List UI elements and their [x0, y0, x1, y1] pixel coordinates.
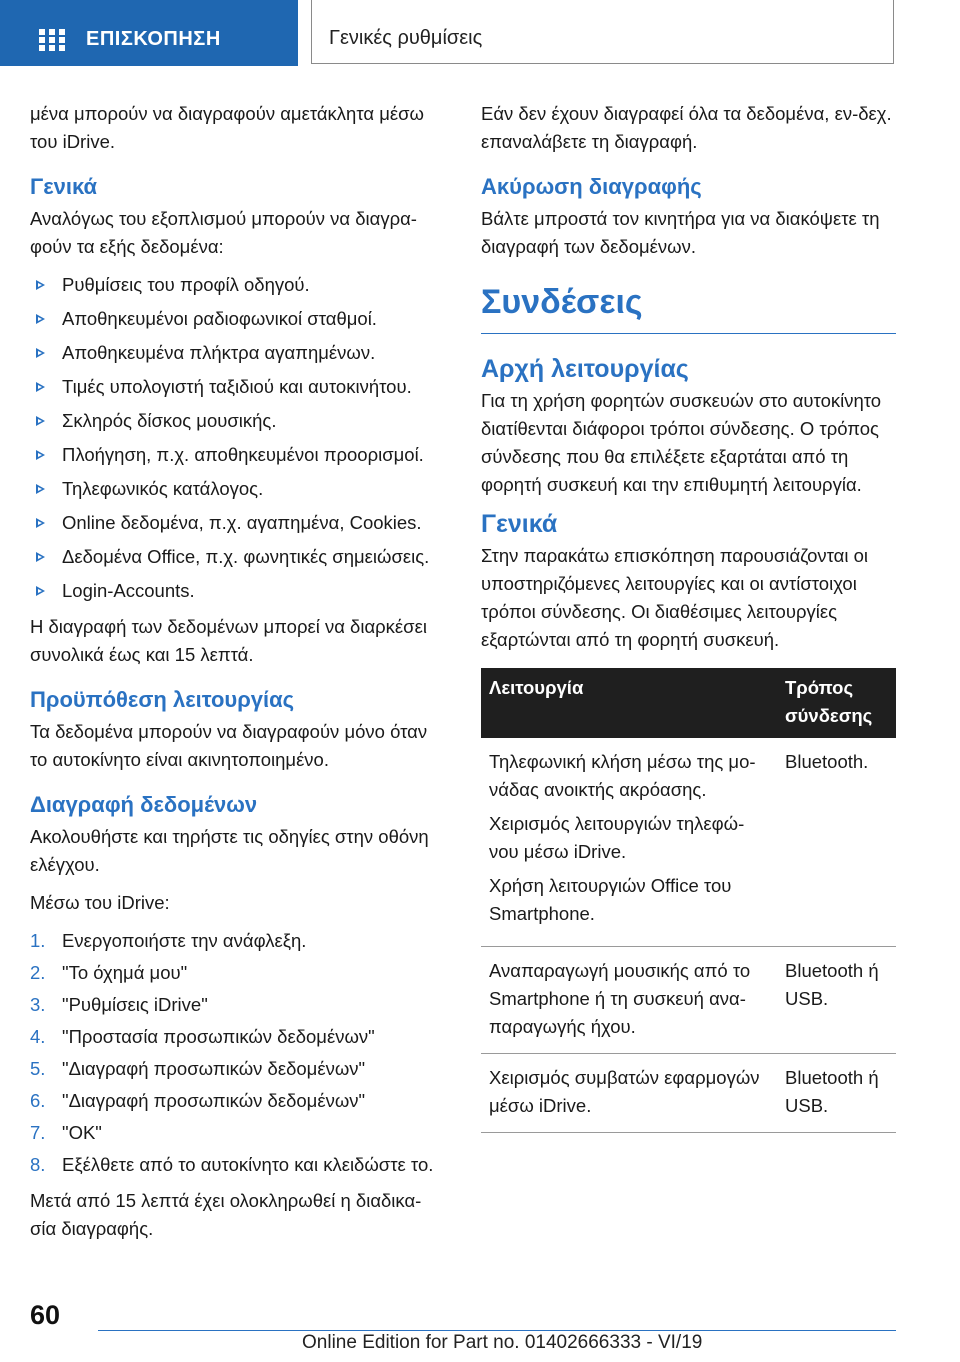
step-text: "Διαγραφή προσωπικών δεδομένων" [62, 1058, 366, 1079]
column-header-function: Λειτουργία [481, 668, 777, 738]
step-number: 7. [30, 1122, 46, 1143]
step-text: "Ρυθμίσεις iDrive" [62, 994, 208, 1015]
step-number: 8. [30, 1154, 46, 1175]
section-tab[interactable] [311, 0, 894, 64]
general-text: Αναλόγως του εξοπλισμού μπορούν να διαγρα-φούν τα εξής δεδομένα: [30, 208, 417, 257]
edition-text: Online Edition for Part no. 01402666333 - VI/19 [302, 1332, 703, 1353]
right-column [481, 100, 896, 1133]
list-item: Ρυθμίσεις του προφίλ οδηγού. [30, 271, 445, 299]
function-line: Χειρισμός λειτουργιών τηλεφώ-νου μέσω iDrive. [489, 813, 745, 862]
table-header-row [481, 668, 896, 738]
list-item: Τιμές υπολογιστή ταξιδιού και αυτοκινήτου. [30, 373, 445, 401]
table-row [481, 947, 896, 1054]
step-item [30, 927, 445, 955]
list-item: Δεδομένα Office, π.χ. φωνητικές σημειώσεις. [30, 543, 445, 571]
list-item: Τηλεφωνικός κατάλογος. [30, 475, 445, 503]
list-item: Αποθηκευμένοι ραδιοφωνικοί σταθμοί. [30, 305, 445, 333]
step-text: "OK" [62, 1122, 102, 1143]
table-cell-connection: Bluetooth ή USB. [777, 947, 896, 1054]
page-number: 60 [30, 1300, 61, 1330]
general-heading-right: Γενικά [481, 510, 558, 538]
step-text: "Το όχημά μου" [62, 962, 188, 983]
step-number: 5. [30, 1058, 46, 1079]
grid-menu-icon [39, 29, 67, 51]
table-cell-connection: Bluetooth. [777, 738, 896, 947]
table-row [481, 1054, 896, 1133]
repeat-text: Εάν δεν έχουν διαγραφεί όλα τα δεδομένα, εν-δεχ. επαναλάβετε τη διαγραφή. [481, 103, 892, 152]
connections-title: Συνδέσεις [481, 279, 896, 334]
precondition-text: Τα δεδομένα μπορούν να διαγραφούν μόνο όταν το αυτοκίνητο είναι ακινητοποιημένο. [30, 721, 428, 770]
step-text: Εξέλθετε από το αυτοκίνητο και κλειδώστε το. [62, 1154, 434, 1175]
step-item [30, 991, 445, 1019]
step-number: 3. [30, 994, 46, 1015]
via-idrive-text: Μέσω του iDrive: [30, 892, 170, 913]
section-label: Γενικές ρυθμίσεις [329, 27, 483, 49]
completion-text: Μετά από 15 λεπτά έχει ολοκληρωθεί η διαδικα-σία διαγραφής. [30, 1190, 422, 1239]
table-cell-function: Αναπαραγωγή μουσικής από το Smartphone ή τη συσκευή ανα-παραγωγής ήχου. [481, 947, 777, 1054]
footer-divider [98, 1330, 896, 1331]
connections-table [481, 668, 896, 1133]
step-item [30, 1023, 445, 1051]
step-text: "Διαγραφή προσωπικών δεδομένων" [62, 1090, 366, 1111]
principle-heading: Αρχή λειτουργίας [481, 355, 689, 383]
step-item [30, 1087, 445, 1115]
list-item: Αποθηκευμένα πλήκτρα αγαπημένων. [30, 339, 445, 367]
page-header [0, 0, 960, 66]
function-line: Χρήση λειτουργιών Office του Smartphone. [489, 875, 732, 924]
column-header-connection: Τρόπος σύνδεσης [777, 668, 896, 738]
precondition-heading: Προϋπόθεση λειτουργίας [30, 687, 295, 712]
step-number: 6. [30, 1090, 46, 1111]
table-cell-connection: Bluetooth ή USB. [777, 1054, 896, 1133]
steps-list [30, 927, 445, 1179]
step-number: 4. [30, 1026, 46, 1047]
step-number: 1. [30, 930, 46, 951]
step-item [30, 959, 445, 987]
function-line: Τηλεφωνική κλήση μέσω της μο-νάδας ανοικτής ακρόασης. [489, 751, 756, 800]
step-text: "Προστασία προσωπικών δεδομένων" [62, 1026, 375, 1047]
table-cell-function [481, 738, 777, 947]
overview-label: ΕΠΙΣΚΟΠΗΣΗ [86, 28, 221, 50]
step-item [30, 1119, 445, 1147]
delete-data-heading: Διαγραφή δεδομένων [30, 792, 258, 817]
list-item: Login-Accounts. [30, 577, 445, 605]
general-heading: Γενικά [30, 174, 98, 199]
step-item [30, 1055, 445, 1083]
deletable-data-list [30, 271, 445, 605]
duration-text: Η διαγραφή των δεδομένων μπορεί να διαρκέσει συνολικά έως και 15 λεπτά. [30, 616, 427, 665]
list-item: Σκληρός δίσκος μουσικής. [30, 407, 445, 435]
list-item: Online δεδομένα, π.χ. αγαπημένα, Cookies. [30, 509, 445, 537]
table-row [481, 738, 896, 947]
general-text-right: Στην παρακάτω επισκόπηση παρουσιάζονται οι υποστηριζόμενες λειτουργίες και οι αντίστοιχοι τρόποι σύνδεσης. Οι διαθέσιμες λειτουργίες εξαρτώνται από τη φορητή συσκευή. [481, 545, 868, 650]
overview-tab[interactable] [0, 0, 298, 66]
left-column [30, 100, 445, 1253]
principle-text: Για τη χρήση φορητών συσκευών στο αυτοκίνητο διατίθενται διάφοροι τρόποι σύνδεσης. Ο τρόπος σύνδεσης που θα επιλέξετε εξαρτάται από τη φορητή συσκευή και την επιθυμητή λειτουργία. [481, 390, 882, 495]
table-cell-function: Χειρισμός συμβατών εφαρμογών μέσω iDrive. [481, 1054, 777, 1133]
cancel-heading: Ακύρωση διαγραφής [481, 174, 702, 199]
delete-data-text: Ακολουθήστε και τηρήστε τις οδηγίες στην οθόνη ελέγχου. [30, 826, 429, 875]
step-item [30, 1151, 445, 1179]
step-text: Ενεργοποιήστε την ανάφλεξη. [62, 930, 307, 951]
step-number: 2. [30, 962, 46, 983]
list-item: Πλοήγηση, π.χ. αποθηκευμένοι προορισμοί. [30, 441, 445, 469]
intro-text: μένα μπορούν να διαγραφούν αμετάκλητα μέσω του iDrive. [30, 103, 424, 152]
cancel-text: Βάλτε μπροστά τον κινητήρα για να διακόψετε τη διαγραφή των δεδομένων. [481, 208, 880, 257]
